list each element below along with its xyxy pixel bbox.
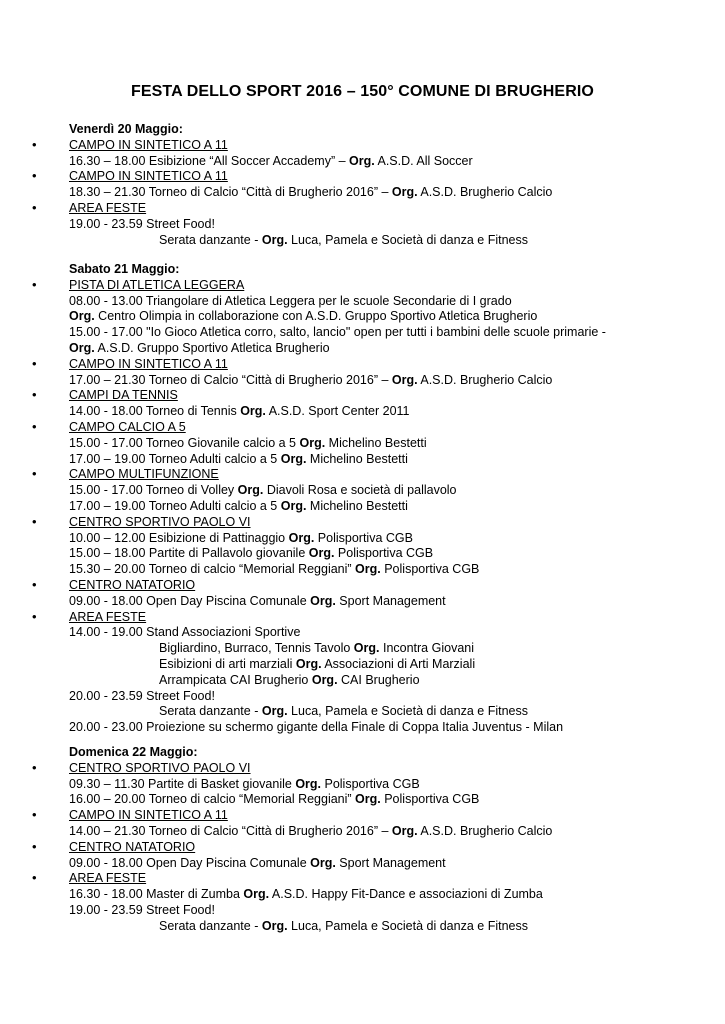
- organizer-name: A.S.D. Happy Fit-Dance e associazioni di Zumba: [269, 887, 543, 902]
- bullet-icon: •: [32, 276, 37, 292]
- organizer-label: Org.: [391, 824, 418, 838]
- organizer-label: Org.: [355, 792, 381, 807]
- schedule-line: [69, 562, 479, 576]
- organizer-label: Org.: [240, 404, 266, 419]
- bullet-icon: •: [32, 807, 37, 823]
- organizer-name: A.S.D. Brugherio Calcio: [417, 372, 553, 387]
- schedule-line: [69, 792, 479, 806]
- organizer-name: Sport Management: [335, 855, 446, 870]
- schedule-line: [159, 673, 420, 687]
- bullet-icon: •: [32, 838, 37, 854]
- schedule-text: Serata danzante -: [159, 918, 262, 933]
- venue-name: CAMPO IN SINTETICO A 11: [69, 808, 228, 823]
- bullet-icon: •: [32, 355, 37, 371]
- organizer-label: Org.: [299, 435, 326, 450]
- schedule-line: [69, 689, 215, 703]
- schedule-text: 15.00 - 17.00 "Io Gioco Atletica corro, salto, lancio" open per tutti i bambini delle scuole primarie -: [69, 325, 606, 340]
- venue-name: PISTA DI ATLETICA LEGGERA: [69, 277, 245, 292]
- schedule-text: 17.00 – 19.00 Torneo Adulti calcio a 5: [69, 451, 281, 466]
- organizer-label: Org.: [295, 776, 322, 791]
- schedule-line: [159, 704, 528, 718]
- bullet-icon: •: [32, 577, 37, 592]
- schedule-line: [69, 824, 552, 838]
- schedule-text: 10.00 – 12.00 Esibizione di Pattinaggio: [69, 530, 289, 545]
- schedule-line: [69, 903, 215, 917]
- schedule-text: 17.00 – 21.30 Torneo di Calcio “Città di Brugherio 2016” –: [69, 372, 392, 387]
- schedule-text: Esibizioni di arti marziali: [159, 657, 296, 671]
- organizer-name: Incontra Giovani: [379, 641, 474, 656]
- organizer-label: Org.: [261, 918, 288, 933]
- schedule-text: Arrampicata CAI Brugherio: [159, 672, 312, 687]
- organizer-label: Org.: [391, 372, 418, 387]
- schedule-line: [69, 483, 457, 497]
- schedule-text: 14.00 – 21.30 Torneo di Calcio “Città di Brugherio 2016” –: [69, 824, 392, 838]
- venue-name: AREA FESTE: [69, 201, 147, 215]
- schedule-line: [69, 217, 215, 231]
- schedule-line: [69, 325, 606, 339]
- organizer-name: Polisportiva CGB: [380, 562, 480, 577]
- bullet-icon: •: [32, 466, 37, 482]
- schedule-text: Serata danzante -: [159, 704, 262, 719]
- organizer-label: Org.: [349, 153, 375, 168]
- schedule-line: [69, 546, 433, 560]
- schedule-text: 15.00 - 17.00 Torneo Giovanile calcio a 5: [69, 435, 300, 450]
- schedule-text: 09.30 – 11.30 Partite di Basket giovanile: [69, 776, 296, 791]
- organizer-name: Centro Olimpia in collaborazione con A.S.D. Gruppo Sportivo Atletica Brugherio: [94, 309, 538, 324]
- schedule-text: Serata danzante -: [159, 232, 262, 247]
- venue-name: CAMPO MULTIFUNZIONE: [69, 467, 219, 482]
- organizer-label: Org.: [69, 341, 95, 355]
- organizer-label: Org.: [261, 232, 288, 247]
- schedule-text: 19.00 - 23.59 Street Food!: [69, 903, 215, 917]
- schedule-line: [69, 309, 537, 323]
- bullet-icon: •: [32, 387, 37, 403]
- organizer-name: CAI Brugherio: [337, 672, 420, 687]
- organizer-name: A.S.D. All Soccer: [374, 153, 473, 168]
- organizer-label: Org.: [310, 855, 336, 870]
- schedule-text: 16.30 - 18.00 Master di Zumba: [69, 887, 244, 902]
- venue-name: CENTRO SPORTIVO PAOLO VI: [69, 760, 251, 775]
- venue-name: CAMPI DA TENNIS: [69, 388, 178, 403]
- venue-name: CENTRO NATATORIO: [69, 578, 196, 592]
- schedule-line: [69, 625, 300, 639]
- schedule-line: [69, 294, 512, 308]
- schedule-text: 20.00 - 23.59 Street Food!: [69, 688, 215, 703]
- organizer-name: A.S.D. Sport Center 2011: [265, 404, 410, 419]
- bullet-icon: •: [32, 136, 37, 152]
- day-heading: Domenica 22 Maggio:: [69, 745, 198, 759]
- bullet-icon: •: [32, 513, 37, 529]
- organizer-name: Associazioni di Arti Marziali: [321, 657, 476, 671]
- venue-name: AREA FESTE: [69, 609, 147, 624]
- organizer-name: A.S.D. Brugherio Calcio: [417, 185, 553, 200]
- bullet-icon: •: [32, 168, 37, 184]
- schedule-text: 14.00 - 19.00 Stand Associazioni Sportive: [69, 625, 301, 640]
- organizer-label: Org.: [280, 451, 307, 466]
- venue-name: CAMPO IN SINTETICO A 11: [69, 137, 228, 152]
- organizer-label: Org.: [308, 546, 335, 561]
- organizer-name: A.S.D. Brugherio Calcio: [417, 824, 553, 838]
- organizer-label: Org.: [310, 593, 336, 608]
- schedule-line: [159, 233, 528, 247]
- bullet-icon: •: [32, 419, 37, 434]
- schedule-line: [159, 657, 475, 671]
- schedule-text: 15.00 - 17.00 Torneo di Volley: [69, 483, 238, 498]
- schedule-line: [69, 720, 563, 734]
- organizer-label: Org.: [353, 641, 380, 656]
- organizer-name: Polisportiva CGB: [321, 776, 420, 791]
- organizer-label: Org.: [288, 530, 315, 545]
- schedule-line: [69, 373, 552, 387]
- schedule-text: 15.00 – 18.00 Partite di Pallavolo giovanile: [69, 546, 309, 561]
- schedule-line: [69, 531, 413, 545]
- day-heading: Venerdì 20 Maggio:: [69, 122, 183, 136]
- schedule-line: [69, 452, 408, 466]
- organizer-name: Luca, Pamela e Società di danza e Fitness: [287, 918, 528, 933]
- organizer-name: Sport Management: [335, 593, 446, 608]
- organizer-label: Org.: [391, 185, 418, 200]
- organizer-name: Diavoli Rosa e società di pallavolo: [263, 483, 457, 498]
- organizer-label: Org.: [295, 657, 322, 671]
- schedule-line: [69, 887, 543, 901]
- schedule-text: 17.00 – 19.00 Torneo Adulti calcio a 5: [69, 499, 281, 513]
- schedule-text: 08.00 - 13.00 Triangolare di Atletica Leggera per le scuole Secondarie di I grado: [69, 293, 512, 308]
- schedule-text: 15.30 – 20.00 Torneo di calcio “Memorial Reggiani”: [69, 562, 356, 577]
- bullet-icon: •: [32, 870, 37, 886]
- organizer-label: Org.: [237, 483, 264, 498]
- organizer-name: Michelino Bestetti: [306, 451, 408, 466]
- venue-name: AREA FESTE: [69, 871, 147, 886]
- schedule-text: Bigliardino, Burraco, Tennis Tavolo: [159, 641, 354, 656]
- organizer-label: Org.: [69, 309, 95, 324]
- page-title: FESTA DELLO SPORT 2016 – 150° COMUNE DI BRUGHERIO: [131, 83, 594, 100]
- schedule-text: 19.00 - 23.59 Street Food!: [69, 216, 215, 231]
- schedule-text: 09.00 - 18.00 Open Day Piscina Comunale: [69, 593, 311, 608]
- venue-name: CAMPO IN SINTETICO A 11: [69, 169, 228, 184]
- organizer-label: Org.: [355, 562, 381, 577]
- organizer-name: Polisportiva CGB: [334, 546, 434, 561]
- organizer-name: Polisportiva CGB: [380, 792, 480, 807]
- schedule-line: [159, 641, 474, 655]
- schedule-text: 14.00 - 18.00 Torneo di Tennis: [69, 404, 241, 419]
- organizer-label: Org.: [280, 499, 307, 513]
- schedule-text: 09.00 - 18.00 Open Day Piscina Comunale: [69, 855, 311, 870]
- schedule-text: 16.00 – 20.00 Torneo di calcio “Memorial Reggiani”: [69, 792, 356, 807]
- bullet-icon: •: [32, 608, 37, 624]
- schedule-line: [69, 154, 473, 168]
- venue-name: CENTRO NATATORIO: [69, 839, 196, 854]
- organizer-name: Luca, Pamela e Società di danza e Fitness: [287, 232, 528, 247]
- organizer-name: Michelino Bestetti: [306, 499, 408, 513]
- bullet-icon: •: [32, 759, 37, 775]
- organizer-label: Org.: [243, 887, 270, 902]
- day-heading: Sabato 21 Maggio:: [69, 262, 180, 276]
- organizer-label: Org.: [311, 672, 338, 687]
- schedule-line: [69, 499, 408, 513]
- venue-name: CAMPO IN SINTETICO A 11: [69, 356, 228, 371]
- bullet-icon: •: [32, 200, 37, 215]
- venue-name: CENTRO SPORTIVO PAOLO VI: [69, 514, 251, 529]
- schedule-line: [69, 185, 552, 199]
- venue-name: CAMPO CALCIO A 5: [69, 420, 186, 434]
- schedule-text: 18.30 – 21.30 Torneo di Calcio “Città di Brugherio 2016” –: [69, 185, 392, 200]
- organizer-label: Org.: [261, 704, 288, 719]
- schedule-line: [69, 594, 446, 608]
- schedule-line: [69, 404, 410, 418]
- organizer-name: Luca, Pamela e Società di danza e Fitness: [287, 704, 528, 719]
- organizer-name: Michelino Bestetti: [325, 435, 427, 450]
- schedule-line: [69, 341, 330, 355]
- organizer-name: A.S.D. Gruppo Sportivo Atletica Brugherio: [94, 341, 330, 355]
- organizer-name: Polisportiva CGB: [314, 530, 413, 545]
- schedule-line: [69, 856, 446, 870]
- schedule-line: [69, 777, 420, 791]
- schedule-text: 20.00 - 23.00 Proiezione su schermo gigante della Finale di Coppa Italia Juventus - Milan: [69, 720, 564, 735]
- schedule-line: [159, 919, 528, 933]
- schedule-text: 16.30 – 18.00 Esibizione “All Soccer Accademy” –: [69, 153, 350, 168]
- schedule-line: [69, 436, 427, 450]
